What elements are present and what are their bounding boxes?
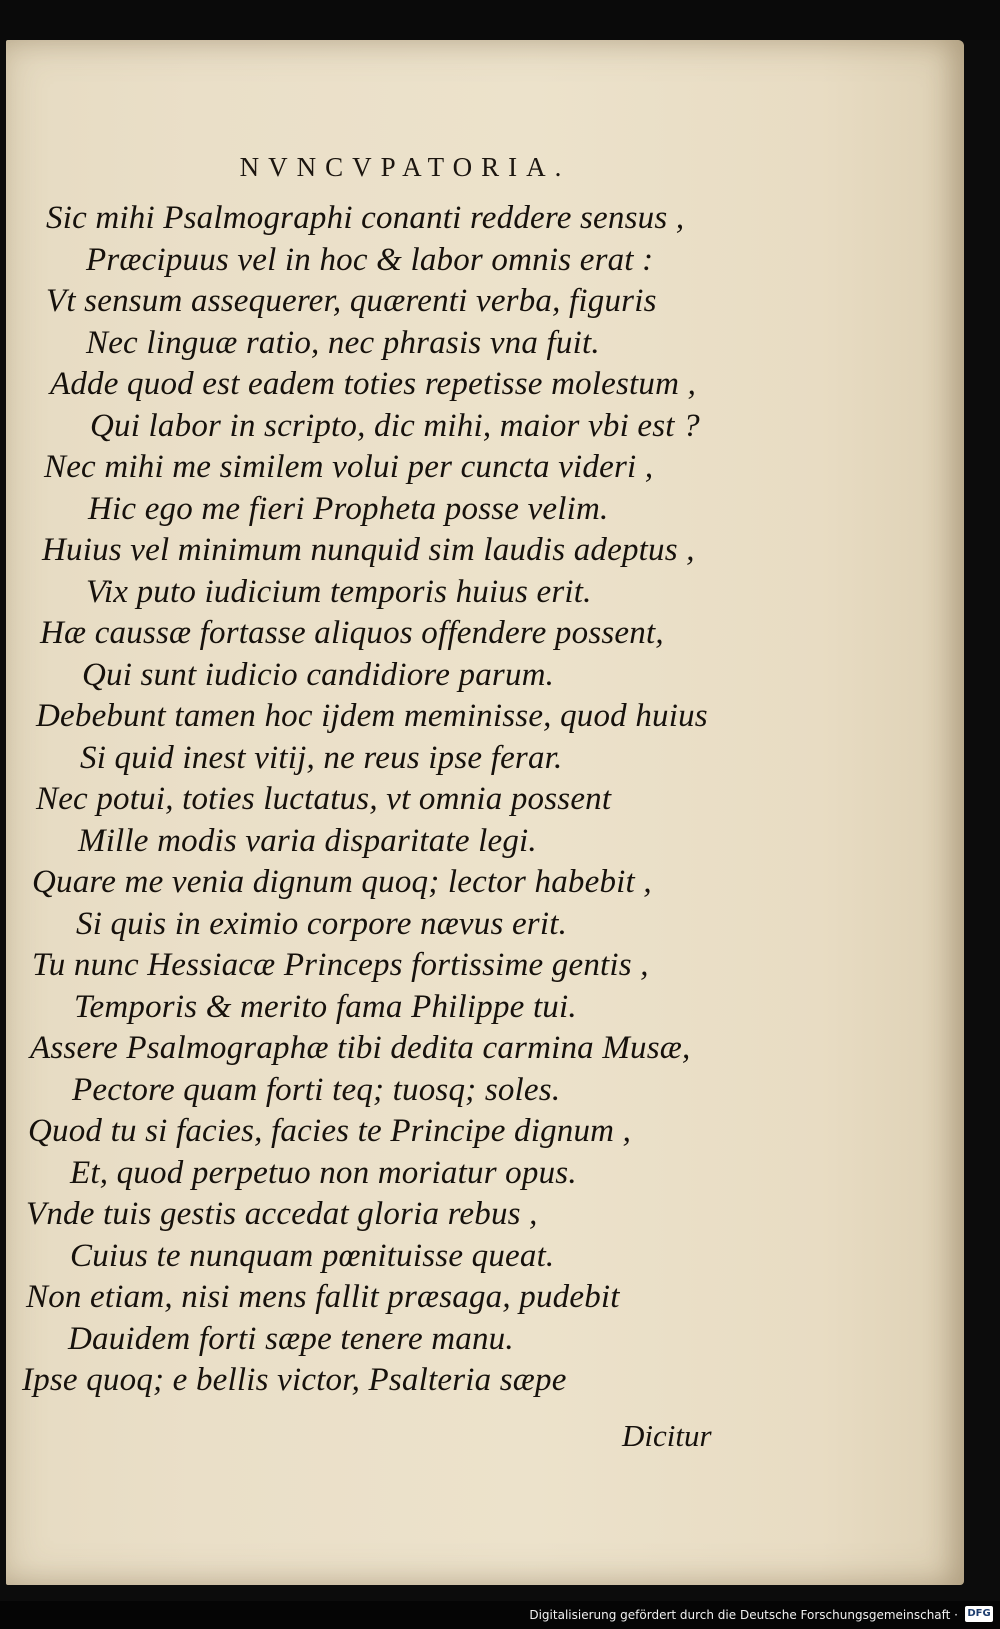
verse-line: Vnde tuis gestis accedat gloria rebus ,	[26, 1196, 538, 1232]
verse-line: Ipse quoq; e bellis victor, Psalteria sæpe	[22, 1362, 567, 1398]
verse-line: Nec linguæ ratio, nec phrasis vna fuit.	[86, 324, 600, 361]
verse-line: Et, quod perpetuo non moriatur opus.	[70, 1154, 577, 1191]
verse-line: Cuius te nunquam pœnituisse queat.	[70, 1237, 555, 1274]
digitization-credit: Digitalisierung gefördert durch die Deutsche Forschungsgemeinschaft ·	[529, 1608, 958, 1622]
verse-line: Hic ego me fieri Propheta posse velim.	[88, 490, 609, 527]
catchword: Dicitur	[622, 1418, 712, 1453]
verse-line: Tu nunc Hessiacæ Princeps fortissime gentis ,	[32, 947, 649, 983]
verse-line: Hæ caussæ fortasse aliquos offendere possent,	[40, 615, 664, 651]
verse-line: Assere Psalmographæ tibi dedita carmina Musæ,	[30, 1030, 691, 1066]
verse-line: Vt sensum assequerer, quærenti verba, figuris	[46, 283, 657, 319]
scan-top-border	[0, 0, 1000, 40]
verse-line: Non etiam, nisi mens fallit præsaga, pudebit	[26, 1279, 620, 1315]
verse-line: Huius vel minimum nunquid sim laudis adeptus ,	[42, 532, 695, 568]
dfg-logo: DFG	[965, 1606, 993, 1622]
verse-line: Qui sunt iudicio candidiore parum.	[82, 656, 555, 693]
verse-line: Qui labor in scripto, dic mihi, maior vbi est ?	[90, 407, 700, 444]
verse-line: Si quid inest vitij, ne reus ipse ferar.	[80, 739, 563, 776]
verse-line: Nec mihi me similem volui per cuncta videri ,	[44, 449, 654, 485]
verse-line: Quod tu si facies, facies te Principe dignum ,	[28, 1113, 632, 1149]
verse-block	[6, 198, 766, 1402]
verse-line: Sic mihi Psalmographi conanti reddere sensus ,	[46, 200, 685, 236]
verse-line: Dauidem forti sæpe tenere manu.	[68, 1320, 514, 1357]
book-page	[6, 40, 964, 1585]
verse-line: Temporis & merito fama Philippe tui.	[74, 988, 577, 1025]
verse-line: Pectore quam forti teq; tuosq; soles.	[72, 1071, 561, 1108]
verse-line: Si quis in eximio corpore nævus erit.	[76, 905, 568, 942]
running-header: NVNCVPATORIA.	[239, 152, 571, 182]
verse-line: Mille modis varia disparitate legi.	[78, 822, 537, 859]
verse-line: Debebunt tamen hoc ijdem meminisse, quod huius	[36, 698, 708, 734]
verse-line: Vix puto iudicium temporis huius erit.	[86, 573, 592, 610]
verse-line: Nec potui, toties luctatus, vt omnia possent	[36, 781, 612, 817]
verse-line: Adde quod est eadem toties repetisse molestum ,	[50, 366, 697, 402]
verse-line: Præcipuus vel in hoc & labor omnis erat :	[86, 241, 654, 278]
verse-line: Quare me venia dignum quoq; lector habebit ,	[32, 864, 652, 900]
